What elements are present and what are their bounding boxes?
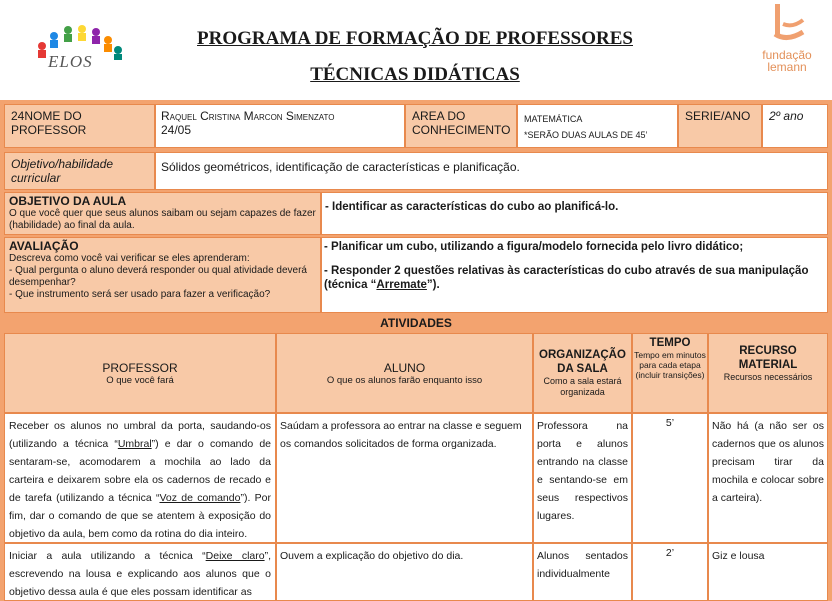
row1-teacher: Receber os alunos no umbral da porta, saudando-os (utilizando a técnica “Umbral”) e dar o comando de sentaram-se, acomodarem a mochila ao lado da carteira e deixarem sobre ela os cadernos de recado e de tarefa (utilizando a técnica “Voz de comando”). Por fim, dar o comando de que se atentem à exposição do objetivo da aula, bem como da rotina do dia inteiro.: [4, 413, 276, 543]
lesson-objective-value: - Identificar as características do cubo ao planificá-lo.: [321, 192, 828, 235]
row2-org: Alunos sentados individualmente: [533, 543, 632, 601]
evaluation-label: [4, 237, 321, 313]
grade-value: 2º ano: [762, 104, 828, 148]
lesson-objective-label: [4, 192, 321, 235]
header-teacher: PROFESSOR O que você fará: [4, 333, 276, 413]
logo-line-lemann: lemann: [767, 60, 807, 74]
evaluation-desc3: - Que instrumento será ser usado para fazer a verificação?: [9, 289, 271, 300]
lesson-objective-title: OBJETIVO DA AULA: [9, 194, 127, 208]
evaluation-desc1: Descreva como você vai verificar se eles aprenderam:: [9, 253, 250, 264]
objective-skill-label: Objetivo/habilidade curricular: [4, 152, 155, 190]
evaluation-title: AVALIAÇÃO: [9, 239, 79, 253]
row2-teacher: Iniciar a aula utilizando a técnica “Deixe claro”, escrevendo na lousa e explicando aos alunos que o objetivo dessa aula é que eles possam identificar as: [4, 543, 276, 601]
header-resource: RECURSO MATERIAL Recursos necessários: [708, 333, 828, 413]
area-value: MATEMÁTICA: [524, 114, 583, 124]
row1-time: 5’: [632, 413, 708, 543]
area-label: AREA DO CONHECIMENTO: [405, 104, 517, 148]
objective-skill-value: Sólidos geométricos, identificação de características e planificação.: [155, 152, 828, 190]
activities-title: ATIVIDADES: [4, 314, 828, 332]
evaluation-item2: - Responder 2 questões relativas às características do cubo através de sua manipulação (técnica “Arremate”).: [324, 265, 809, 291]
grade-label: SERIE/ANO: [678, 104, 762, 148]
area-cell: [517, 104, 678, 148]
page-title: PROGRAMA DE FORMAÇÃO DE PROFESSORES: [197, 28, 633, 49]
row2-student: Ouvem a explicação do objetivo do dia.: [276, 543, 533, 601]
row2-time: 2’: [632, 543, 708, 601]
header-student: ALUNO O que os alunos farão enquanto isso: [276, 333, 533, 413]
technique-voz-de-comando-link[interactable]: Voz de comando: [159, 492, 241, 504]
lesson-objective-desc: O que você quer que seus alunos saibam ou sejam capazes de fazer (habilidade) ao final da aula.: [9, 208, 316, 231]
teacher-label: 24NOME DO PROFESSOR: [4, 104, 155, 148]
teacher-name: Raquel Cristina Marcon Simenzato: [161, 109, 335, 123]
page-subtitle: TÉCNICAS DIDÁTICAS: [310, 64, 520, 85]
elos-logo-text: ELOS: [48, 52, 93, 71]
area-note: *SERÃO DUAS AULAS DE 45’: [524, 130, 648, 140]
evaluation-desc2: - Qual pergunta o aluno deverá responder ou qual atividade deverá desempenhar?: [9, 265, 307, 288]
row2-resource: Giz e lousa: [708, 543, 828, 601]
teacher-cell: [155, 104, 405, 148]
technique-deixe-claro-link[interactable]: Deixe claro: [205, 550, 265, 562]
header-time: TEMPO Tempo em minutos para cada etapa (incluir transições): [632, 333, 708, 413]
logo-line-fundacao: fundação: [762, 48, 812, 62]
technique-arremate-link[interactable]: Arremate: [376, 279, 427, 291]
row1-org: Professora na porta e alunos entrando na classe e sentando-se em seus respectivos lugares.: [533, 413, 632, 543]
lesson-date: 24/05: [161, 123, 192, 137]
row1-resource: Não há (a não ser os cadernos que os alunos precisam tirar da mochila e colocar sobre a carteira).: [708, 413, 828, 543]
row1-student: Saúdam a professora ao entrar na classe e seguem os comandos solicitados de forma organizada.: [276, 413, 533, 543]
header-org: ORGANIZAÇÃO DA SALA Como a sala estará organizada: [533, 333, 632, 413]
evaluation-item1: - Planificar um cubo, utilizando a figura/modelo fornecida pelo livro didático;: [324, 241, 744, 253]
technique-umbral-link[interactable]: Umbral: [117, 438, 152, 450]
evaluation-value: [321, 237, 828, 313]
